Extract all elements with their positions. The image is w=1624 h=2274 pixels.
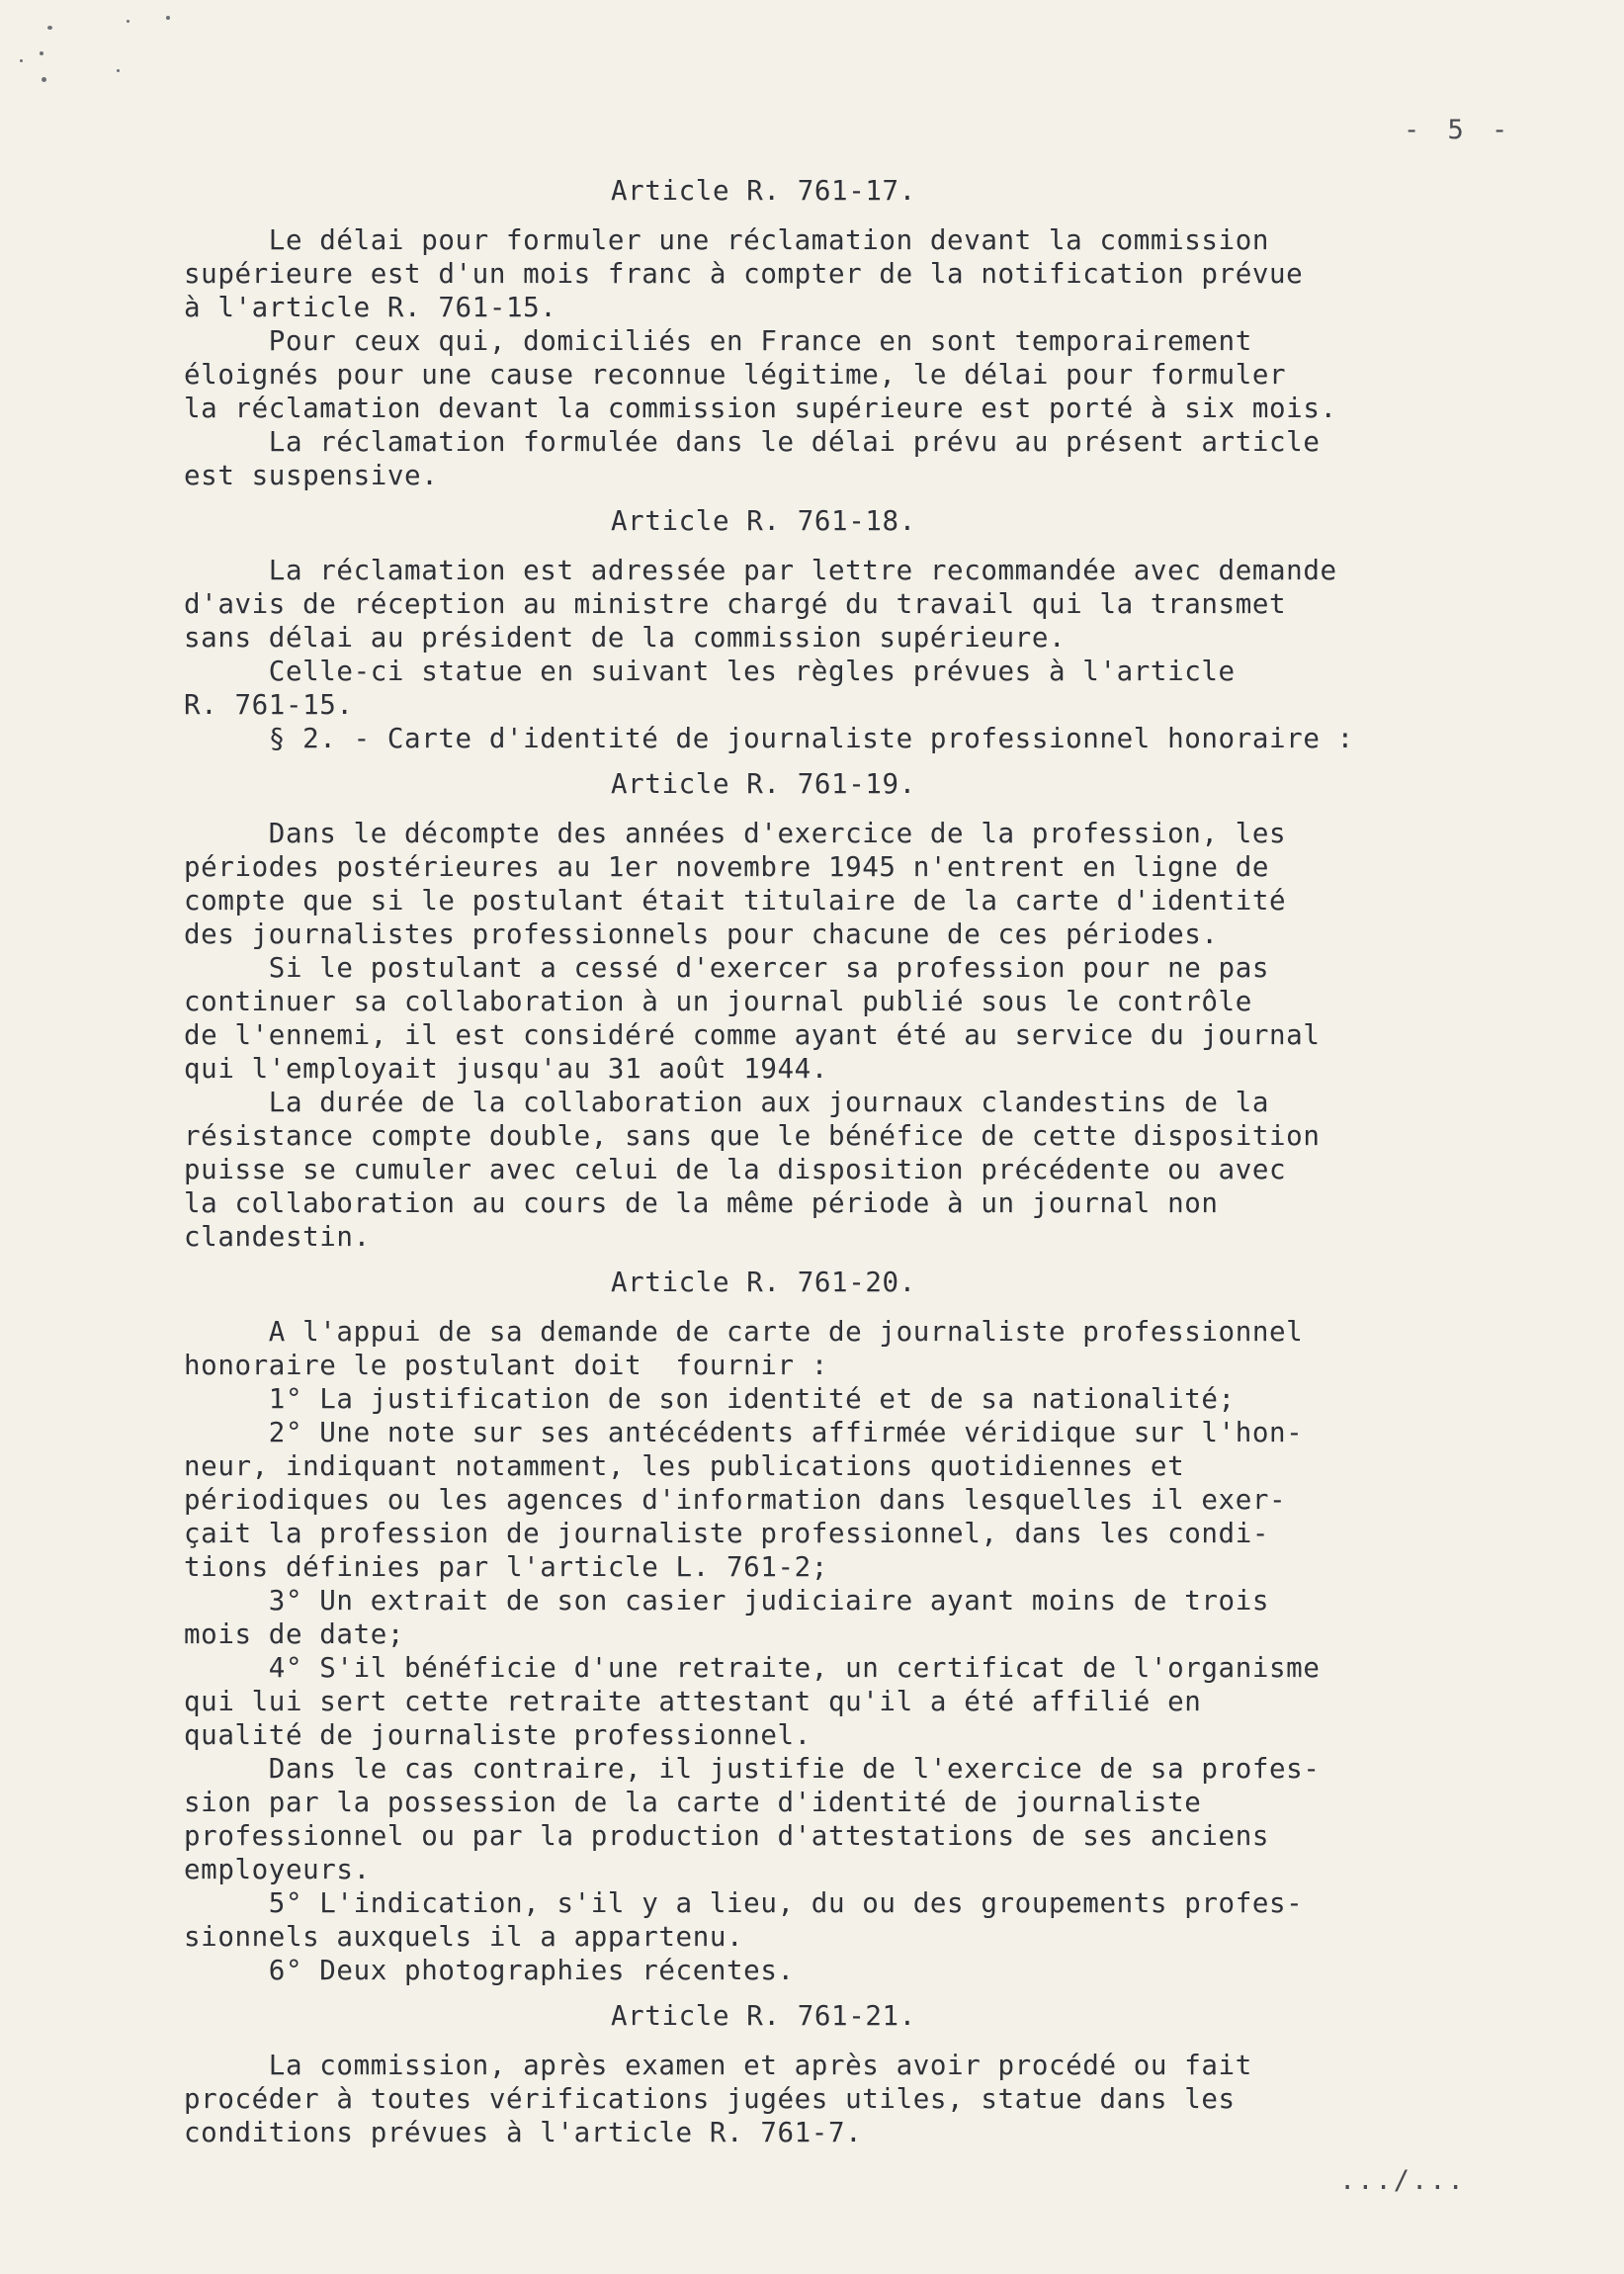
text-line: continuer sa collaboration à un journal publié sous le contrôle bbox=[184, 986, 1252, 1017]
text-line: 1° La justification de son identité et de sa nationalité; bbox=[184, 1383, 1236, 1415]
text-line: neur, indiquant notamment, les publications quotidiennes et bbox=[184, 1450, 1185, 1482]
text-line: La réclamation est adressée par lettre recommandée avec demande bbox=[184, 555, 1337, 586]
text-line: mois de date; bbox=[184, 1618, 405, 1650]
text-line: périodes postérieures au 1er novembre 1945 n'entrent en ligne de bbox=[184, 851, 1270, 883]
text-line: sionnels auxquels il a appartenu. bbox=[184, 1921, 744, 1953]
text-line: conditions prévues à l'article R. 761-7. bbox=[184, 2117, 863, 2148]
article-heading: Article R. 761-18. bbox=[611, 505, 916, 537]
text-line: Si le postulant a cessé d'exercer sa profession pour ne pas bbox=[184, 952, 1270, 984]
text-line: des journalistes professionnels pour chacune de ces périodes. bbox=[184, 918, 1219, 950]
scan-speck bbox=[127, 20, 129, 23]
text-line: d'avis de réception au ministre chargé du travail qui la transmet bbox=[184, 588, 1287, 620]
text-line: La commission, après examen et après avoir procédé ou fait bbox=[184, 2050, 1252, 2081]
scan-speck bbox=[117, 69, 120, 72]
text-line: sans délai au président de la commission supérieure. bbox=[184, 622, 1067, 654]
text-line: éloignés pour une cause reconnue légitime, le délai pour formuler bbox=[184, 359, 1287, 391]
page-number: - 5 - bbox=[1404, 115, 1514, 145]
text-line: La durée de la collaboration aux journaux clandestins de la bbox=[184, 1087, 1270, 1118]
text-line: qualité de journaliste professionnel. bbox=[184, 1719, 812, 1751]
text-line: qui l'employait jusqu'au 31 août 1944. bbox=[184, 1053, 828, 1085]
text-line: A l'appui de sa demande de carte de journaliste professionnel bbox=[184, 1316, 1304, 1348]
scan-speck bbox=[47, 26, 52, 30]
article-heading: Article R. 761-19. bbox=[611, 768, 916, 800]
text-line: tions définies par l'article L. 761-2; bbox=[184, 1551, 828, 1583]
text-line: de l'ennemi, il est considéré comme ayant été au service du journal bbox=[184, 1019, 1321, 1051]
text-line: professionnel ou par la production d'attestations de ses anciens bbox=[184, 1820, 1270, 1852]
article-heading: Article R. 761-17. bbox=[611, 175, 916, 207]
text-line: R. 761-15. bbox=[184, 689, 354, 721]
text-line: çait la profession de journaliste professionnel, dans les condi- bbox=[184, 1518, 1270, 1549]
text-line: supérieure est d'un mois franc à compter de la notification prévue bbox=[184, 258, 1304, 290]
text-line: Dans le cas contraire, il justifie de l'exercice de sa profes- bbox=[184, 1753, 1321, 1785]
text-line: § 2. - Carte d'identité de journaliste professionnel honoraire : bbox=[184, 723, 1354, 754]
article-heading: Article R. 761-20. bbox=[611, 1267, 916, 1298]
text-line: employeurs. bbox=[184, 1854, 371, 1885]
text-line: puisse se cumuler avec celui de la disposition précédente ou avec bbox=[184, 1154, 1287, 1185]
text-line: La réclamation formulée dans le délai prévu au présent article bbox=[184, 426, 1321, 458]
text-line: compte que si le postulant était titulaire de la carte d'identité bbox=[184, 885, 1287, 917]
text-line: clandestin. bbox=[184, 1221, 371, 1253]
text-line: 3° Un extrait de son casier judiciaire ayant moins de trois bbox=[184, 1585, 1270, 1617]
text-line: honoraire le postulant doit fournir : bbox=[184, 1350, 828, 1381]
text-line: Dans le décompte des années d'exercice de la profession, les bbox=[184, 818, 1287, 849]
text-line: est suspensive. bbox=[184, 460, 439, 491]
text-line: 4° S'il bénéficie d'une retraite, un certificat de l'organisme bbox=[184, 1652, 1321, 1684]
text-line: sion par la possession de la carte d'identité de journaliste bbox=[184, 1787, 1202, 1818]
scan-speck bbox=[20, 59, 23, 62]
text-line: 5° L'indication, s'il y a lieu, du ou des groupements profes- bbox=[184, 1887, 1304, 1919]
scan-speck bbox=[42, 77, 46, 82]
document-body bbox=[184, 174, 1508, 2149]
text-line: la réclamation devant la commission supérieure est porté à six mois. bbox=[184, 393, 1337, 424]
scan-speck bbox=[166, 16, 170, 20]
text-line: périodiques ou les agences d'information dans lesquelles il exer- bbox=[184, 1484, 1287, 1516]
text-line: qui lui sert cette retraite attestant qu'il a été affilié en bbox=[184, 1686, 1202, 1717]
text-line: la collaboration au cours de la même période à un journal non bbox=[184, 1187, 1219, 1219]
continuation-mark: .../... bbox=[1339, 2165, 1466, 2196]
text-line: Celle-ci statue en suivant les règles prévues à l'article bbox=[184, 656, 1236, 687]
text-line: 6° Deux photographies récentes. bbox=[184, 1955, 795, 1986]
text-line: résistance compte double, sans que le bénéfice de cette disposition bbox=[184, 1120, 1321, 1152]
text-line: procéder à toutes vérifications jugées utiles, statue dans les bbox=[184, 2083, 1236, 2115]
article-heading: Article R. 761-21. bbox=[611, 2000, 916, 2032]
scan-speck bbox=[40, 51, 43, 55]
text-line: Le délai pour formuler une réclamation devant la commission bbox=[184, 224, 1270, 256]
text-line: Pour ceux qui, domiciliés en France en sont temporairement bbox=[184, 325, 1252, 357]
text-line: 2° Une note sur ses antécédents affirmée véridique sur l'hon- bbox=[184, 1417, 1304, 1448]
text-line: à l'article R. 761-15. bbox=[184, 292, 557, 323]
